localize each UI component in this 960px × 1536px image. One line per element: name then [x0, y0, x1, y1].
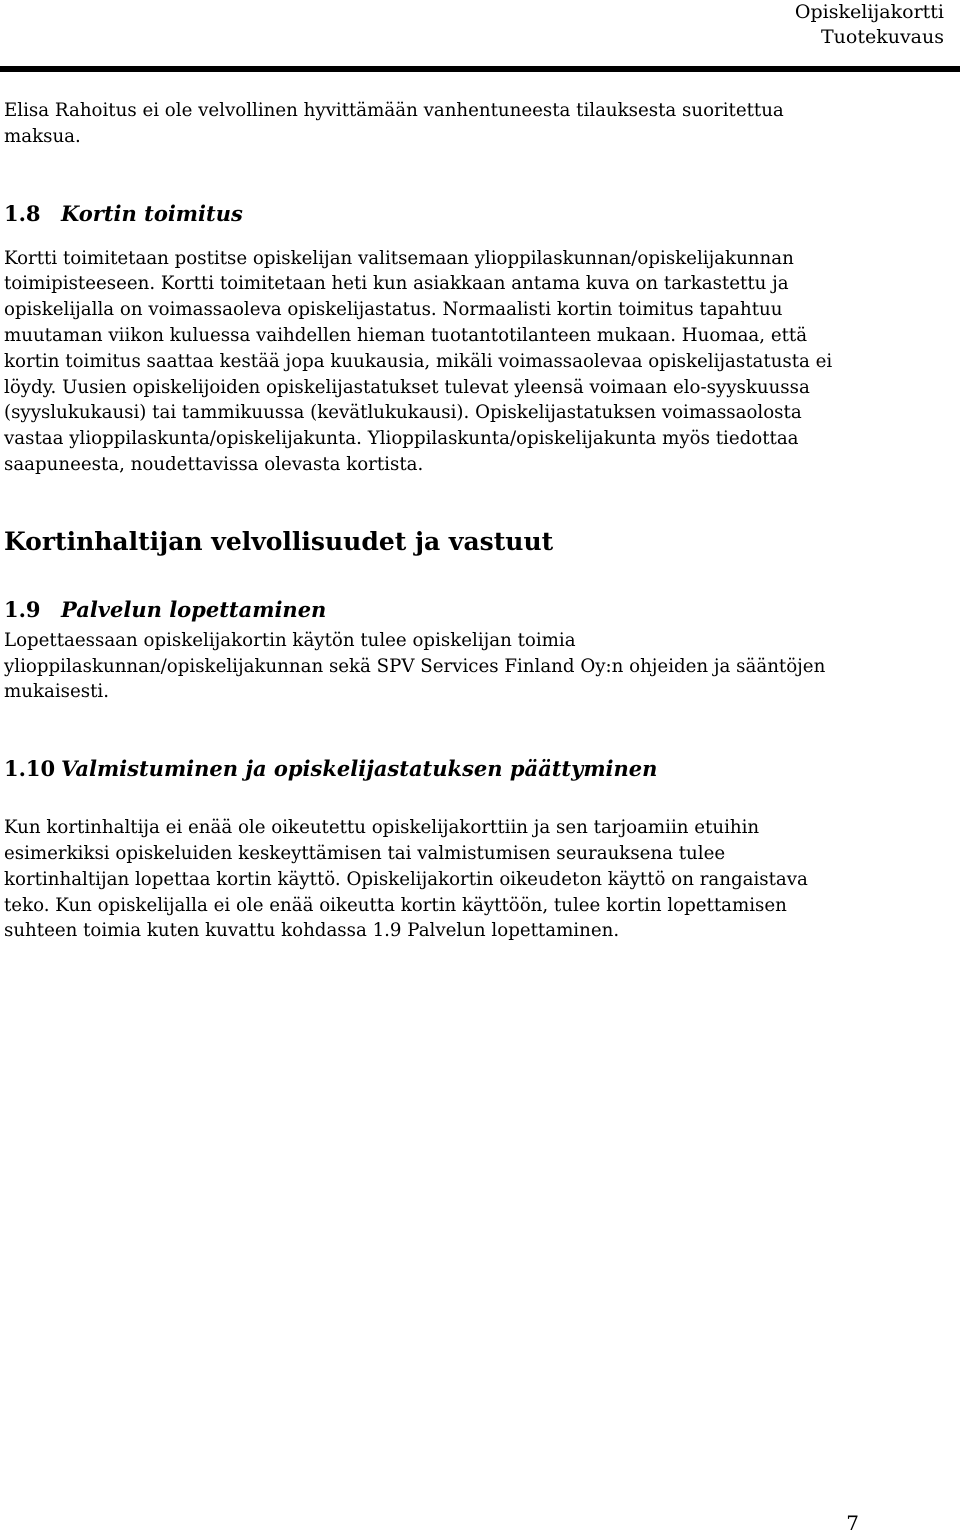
- header-title: Opiskelijakortti: [794, 1, 944, 23]
- section-heading-1-10: [4, 755, 849, 783]
- section-title: Valmistuminen ja opiskelijastatuksen päättyminen: [61, 756, 658, 782]
- major-heading: Kortinhaltijan velvollisuudet ja vastuut: [4, 526, 554, 556]
- section-number: 1.9: [4, 596, 41, 622]
- section-1-9-paragraph: Lopettaessaan opiskelijakortin käytön tulee opiskelijan toimia ylioppilaskunnan/opiskelijakunnan sekä SPV Services Finland Oy:n ohjeiden ja sääntöjen mukaisesti.: [4, 629, 826, 703]
- section-number: 1.8: [4, 200, 41, 226]
- page-header: [795, 0, 944, 50]
- section-title: Kortin toimitus: [61, 200, 243, 226]
- section-heading-1-9: [4, 596, 849, 624]
- page-number: 7: [846, 1511, 859, 1535]
- header-divider: [0, 66, 960, 72]
- header-subtitle: Tuotekuvaus: [820, 26, 944, 48]
- section-1-10-paragraph: Kun kortinhaltija ei enää ole oikeutettu opiskelijakorttiin ja sen tarjoamiin etuihin esimerkiksi opiskeluiden keskeyttämisen tai valmistumisen seurauksena tulee kortinhaltijan lopettaa kortin käyttö. Opiskelijakortin oikeudeton käyttö on rangaistava teko. Kun opiskelijalla ei ole enää oikeutta kortin käyttöön, tulee kortin lopettamisen suhteen toimia kuten kuvattu kohdassa 1.9 Palvelun lopettaminen.: [4, 817, 808, 942]
- section-title: Palvelun lopettaminen: [61, 596, 327, 622]
- section-number: 1.10: [4, 756, 56, 782]
- section-heading-1-8: [4, 200, 849, 228]
- section-1-8-paragraph: Kortti toimitetaan postitse opiskelijan valitsemaan ylioppilaskunnan/opiskelijakunnan toimipisteeseen. Kortti toimitetaan heti kun asiakkaan antama kuva on tarkastettu ja opiskelijalla on voimassaoleva opiskelijastatus. Normaalisti kortin toimitus tapahtuu muutaman viikon kuluessa vaihdellen hieman tuotantotilanteen mukaan. Huomaa, että kortin toimitus saattaa kestää jopa kuukausia, mikäli voimassaolevaa opiskelijastatusta ei löydy. Uusien opiskelijoiden opiskelijastatukset tulevat yleensä voimaan elo-syyskuussa (syyslukukausi) tai tammikuussa (kevätlukukausi). Opiskelijastatuksen voimassaolosta vastaa ylioppilaskunta/opiskelijakunta. Ylioppilaskunta/opiskelijakunta myös tiedottaa saapuneesta, noudettavissa olevasta kortista.: [4, 247, 833, 475]
- document-body: [4, 98, 849, 944]
- intro-paragraph: Elisa Rahoitus ei ole velvollinen hyvittämään vanhentuneesta tilauksesta suoritettua maksua.: [4, 100, 784, 147]
